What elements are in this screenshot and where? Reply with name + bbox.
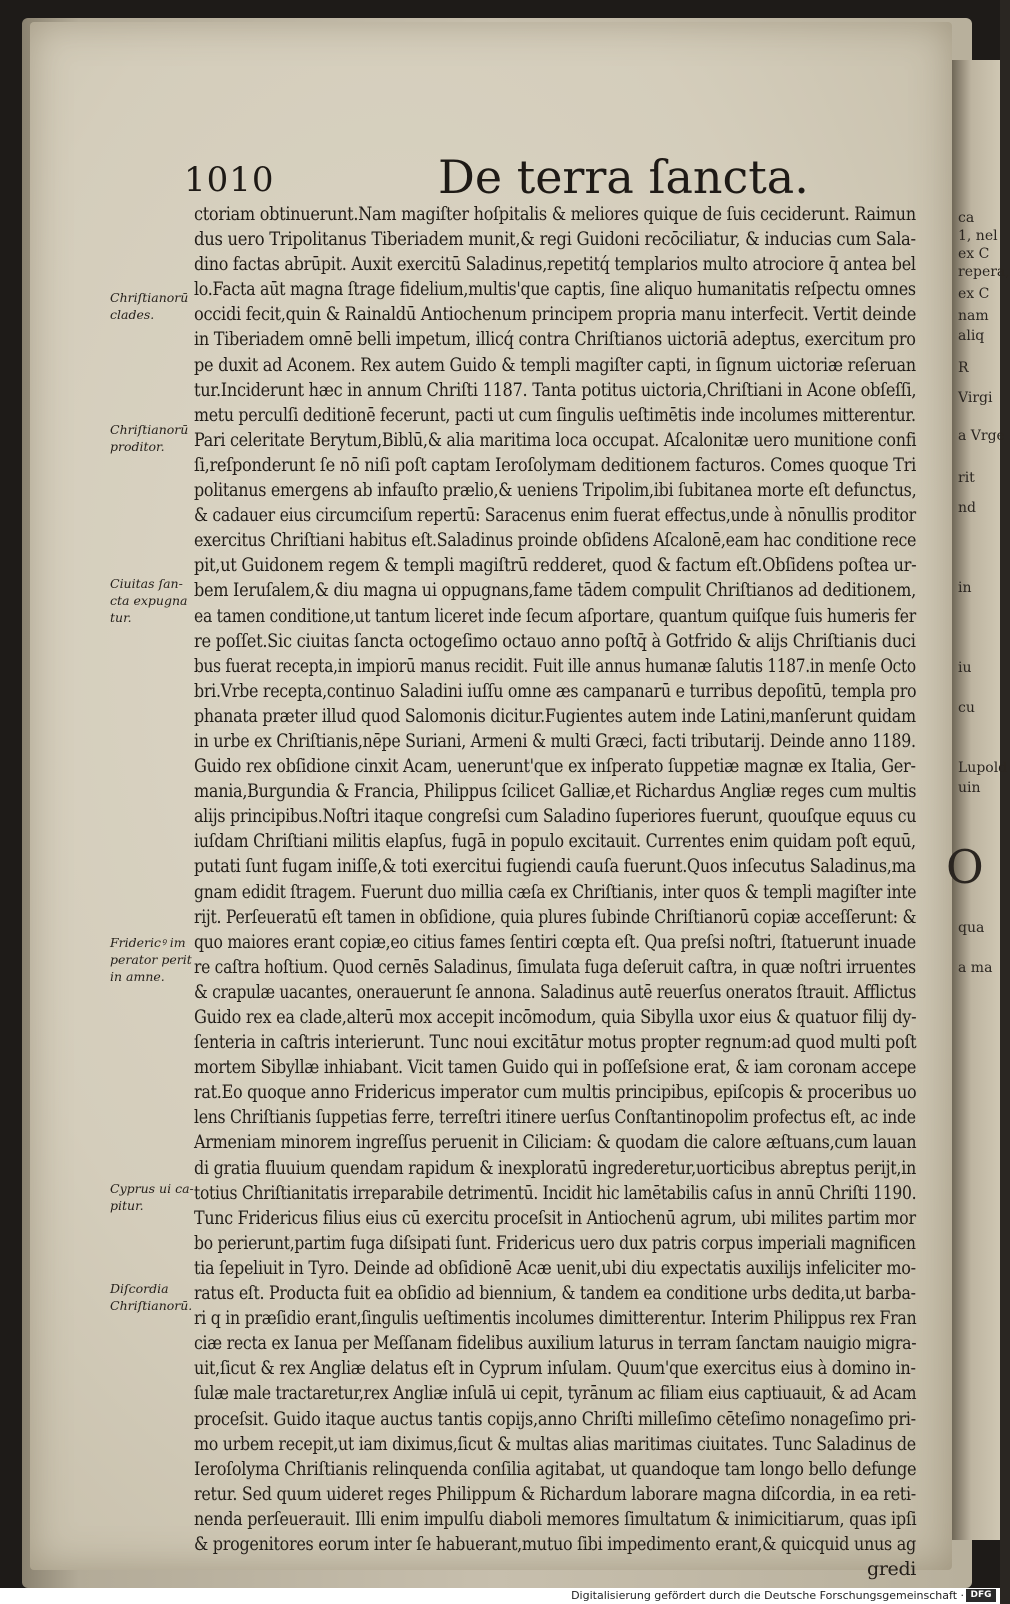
adjacent-page-fragment: a ma bbox=[958, 960, 993, 976]
text-line: lo.Facta aūt magna ſtrage fidelium,multis'que captis, ſine aliquo humanitatis reſpectu omnes bbox=[194, 278, 916, 301]
text-line: re caſtra hoſtium. Quod cernēs Saladinus, ſimulata fuga deſeruit caſtra, in quæ noſtri irruentes bbox=[194, 955, 916, 978]
text-line: uit,ſicut & rex Angliæ delatus eſt in Cyprum inſulam. Quum'que exercitus eius à domino in- bbox=[194, 1357, 916, 1380]
text-line: ſi,reſponderunt ſe nō niſi poſt captam Ieroſolymam deditionem facturos. Comes quoque Tri bbox=[194, 453, 917, 476]
text-line: iuſdam Chriſtiani militis elapſus, fugā in populo excitauit. Currentes enim quidam poſt equū, bbox=[194, 830, 916, 853]
text-line: Armeniam minorem ingreſſus peruenit in Ciliciam: & quodam die calore æſtuans,cum lauan bbox=[194, 1131, 917, 1154]
text-line: rijt. Perſeueratū eſt tamen in obſidione, quia plures ſubinde Chriſtianorū copiæ acceſſerunt: & bbox=[194, 905, 917, 928]
adjacent-page-fragment: R bbox=[958, 360, 969, 376]
dfg-logo: DFG bbox=[966, 1589, 996, 1602]
adjacent-page-fragment: uin bbox=[958, 780, 981, 796]
page-number: 1010 bbox=[184, 160, 275, 200]
adjacent-page-fragment: aliq bbox=[958, 328, 985, 344]
text-line: occidi fecit,quin & Rainaldū Antiochenum principem propria manu interfecit. Vertit deinde bbox=[194, 303, 917, 326]
text-line: alijs principibus.Noſtri itaque congreſsi cum Saladino ſuperiores fuerunt, quouſque equus cu bbox=[194, 805, 917, 828]
text-line: pit,ut Guidonem regem & templi magiſtrū redderet, quod & factum eſt.Obſidens poſtea ur- bbox=[194, 554, 917, 577]
text-line: ri q in præſidio erant,ſingulis ueſtimentis incolumes dimitterentur. Interim Philippus rex Fran bbox=[194, 1307, 917, 1330]
text-line: Pari celeritate Berytum,Biblū,& alia maritima loca occupat. Aſcalonitæ uero munitione confi bbox=[194, 428, 917, 451]
marginal-note: Cyprus ui ca- pitur. bbox=[110, 1181, 194, 1213]
adjacent-page-fragment: cu bbox=[958, 700, 975, 716]
text-line: in Tiberiadem omnē belli impetum, illicq́ contra Chriſtianos uictoriā adeptus, exercitum pro bbox=[194, 328, 916, 351]
marginal-note: Chriſtianorū proditor. bbox=[110, 422, 189, 454]
digitization-footer bbox=[0, 1588, 1000, 1604]
text-line: gredi bbox=[867, 1558, 916, 1581]
text-line: ratus eſt. Producta fuit ea obſidio ad biennium, & tandem ea conditione urbs dedita,ut barba- bbox=[194, 1282, 916, 1305]
adjacent-page-fragment: repera, bbox=[958, 264, 1010, 280]
text-line: re poſſet.Sic ciuitas ſancta octogeſimo octauo anno poſtq̄ à Gotfrido & alijs Chriſtianis duci bbox=[194, 629, 916, 652]
text-line: Tunc Fridericus filius eius cū exercitu proceſsit in Antiochenū agrum, ubi milites partim mor bbox=[194, 1206, 916, 1229]
text-line: rat.Eo quoque anno Fridericus imperator cum multis principibus, epiſcopis & proceribus uo bbox=[194, 1081, 917, 1104]
text-line: pe duxit ad Aconem. Rex autem Guido & templi magiſter capti, in ſignum uictoriæ reſeruan bbox=[194, 353, 916, 376]
adjacent-page-fragment: iu bbox=[958, 660, 972, 676]
text-line: bem Ieruſalem,& diu magna ui oppugnans,fame tādem compulit Chriſtianos ad deditionem, bbox=[194, 579, 916, 602]
text-line: di gratia fluuium quendam rapidum & inexploratū ingrederetur,uorticibus abreptus perijt,in bbox=[194, 1156, 917, 1179]
text-line: ſenteria in caſtris interierunt. Tunc noui excitātur motus propter regnum:ad quod multi poſt bbox=[194, 1031, 917, 1054]
text-line: tur.Inciderunt hæc in annum Chriſti 1187. Tanta potitus uictoria,Chriſtiani in Acone obſeſſi, bbox=[194, 378, 917, 401]
adjacent-page-fragment: ca bbox=[958, 210, 975, 226]
adjacent-page-fragment: in bbox=[958, 580, 972, 596]
text-line: putati ſunt fugam iniſſe,& toti exercitui fugiendi cauſa fuerunt.Quos inſecutus Saladinus,ma bbox=[194, 855, 916, 878]
text-line: Ieroſolyma Chriſtianis relinquenda conſilia agitabat, ut quandoque tam longo bello defunge bbox=[194, 1457, 917, 1480]
adjacent-page-fragment: rit bbox=[958, 470, 975, 486]
text-line: ea tamen conditione,ut tantum liceret inde ſecum aſportare, quantum quiſque ſuis humeris fer bbox=[194, 604, 916, 627]
text-line: politanus emergens ab infauſto prælio,& ueniens Tripolim,ibi ſubitanea morte eſt defunctus, bbox=[194, 479, 917, 502]
footer-credit: Digitalisierung gefördert durch die Deutsche Forschungsgemeinschaft · bbox=[571, 1589, 964, 1602]
marginal-note: Ciuitas ſan-cta expugna tur. bbox=[110, 576, 188, 625]
text-line: & crapulæ uacantes, onerauerunt ſe annona. Saladinus autē reuerſus oneratos ſtrauit. Afflictus bbox=[194, 980, 917, 1003]
text-line: dino factas abrūpit. Auxit exercitū Saladinus,repetitq́ templarios multo atrociore q̄ antea bel bbox=[194, 253, 916, 276]
text-line: proceſsit. Guido itaque auctus tantis copijs,anno Chriſti milleſimo cēteſimo nonageſimo pri- bbox=[194, 1407, 916, 1430]
marginal-note: Fridericꝰ im perator perit in amne. bbox=[110, 935, 192, 984]
text-line: bus fuerat recepta,in impiorū manus recidit. Fuit ille annus humanæ ſalutis 1187.in menſe Octo bbox=[194, 654, 916, 677]
text-line: metu perculſi deditionē fecerunt, pacti ut cum ſingulis ueſtimētis inde incolumes mitterentur. bbox=[194, 403, 916, 426]
adjacent-page-fragment: nd bbox=[958, 500, 976, 516]
text-line: ciæ recta ex Ianua per Meſſanam fidelibus auxilium laturus in terram ſanctam nauigio migra- bbox=[194, 1332, 917, 1355]
text-line: exercitus Chriſtiani habitus eſt.Saladinus proinde obſidens Aſcalonē,eam hac conditione rece bbox=[194, 529, 917, 552]
text-line: bo perierunt,partim fuga diſsipati ſunt. Fridericus uero dux patris corpus imperiali magnificen bbox=[194, 1231, 916, 1254]
adjacent-page-fragment: Lupold bbox=[958, 760, 1008, 776]
text-line: dus uero Tripolitanus Tiberiadem munit,& regi Guidoni recōciliatur, & inducias cum Sala- bbox=[194, 228, 916, 251]
text-line: mortem Sibyllæ inhiabant. Vicit tamen Guido qui in poſſeſsione erat, & iam coronam accepe bbox=[194, 1056, 917, 1079]
text-line: gnam edidit ſtragem. Fuerunt duo millia cæſa ex Chriſtianis, inter quos & templi magiſter inte bbox=[194, 880, 917, 903]
text-line: Guido rex obſidione cinxit Acam, uenerunt'que ex inſperato ſuppetiæ magnæ ex Italia, Ger- bbox=[194, 755, 916, 778]
text-line: & cadauer eius circumciſum repertū: Saracenus enim fuerat effectus,unde à nōnullis proditor bbox=[194, 504, 916, 527]
marginal-note: Diſcordia Chriſtianorū. bbox=[110, 1281, 193, 1313]
text-line: phanata præter illud quod Salomonis dicitur.Fugientes autem inde Latini,manſerunt quidam bbox=[194, 704, 916, 727]
adjacent-page-fragment: qua bbox=[958, 920, 985, 936]
text-line: retur. Sed quum uideret reges Philippum & Richardum laborare magna diſcordia, in ea reti- bbox=[194, 1482, 916, 1505]
text-line: in urbe ex Chriſtianis,nēpe Suriani, Armeni & multi Græci, facti tributarij. Deinde anno 1189. bbox=[194, 729, 916, 752]
adjacent-page-edge bbox=[946, 60, 1010, 1540]
running-title: De terra ſancta. bbox=[438, 150, 809, 204]
adjacent-page-fragment: 1, nel bbox=[958, 228, 998, 244]
text-line: ctoriam obtinuerunt.Nam magiſter hoſpitalis & meliores quique de ſuis ceciderunt. Raimun bbox=[194, 203, 916, 225]
text-line: ſulæ male tractaretur,rex Angliæ inſulā ui cepit, tyrānum ac filiam eius captiuauit, & ad Acam bbox=[194, 1382, 917, 1405]
body-text-block bbox=[194, 202, 916, 1582]
text-line: Guido rex ea clade,alterū mox accepit incōmodum, quia Sibylla uxor eius & quatuor filij dy- bbox=[194, 1006, 917, 1028]
text-line: quo maiores erant copiæ,eo citius fames ſentiri cœpta eſt. Qua preſsi noſtri, ſtatuerunt inuade bbox=[194, 930, 916, 953]
adjacent-page-fragment: nam bbox=[958, 308, 989, 324]
adjacent-page-fragment: ex C bbox=[958, 246, 990, 262]
adjacent-page-fragment: a Vrge bbox=[958, 428, 1005, 444]
text-line: tia ſepeliuit in Tyro. Deinde ad obſidionē Acæ uenit,ubi diu expectatis auxilijs infeliciter mo- bbox=[194, 1256, 916, 1279]
text-line: mo urbem recepit,ut iam diximus,ſicut & multas alias maritimas ciuitates. Tunc Saladinus de bbox=[194, 1432, 916, 1455]
text-line: nenda perſeuerauit. Illi enim impulſu diaboli memores ſimultatum & inimicitiarum, quas ipſi bbox=[194, 1507, 917, 1530]
text-line: totius Chriſtianitatis irreparabile detrimentū. Incidit hic lamētabilis caſus in annū Chriſti 1190. bbox=[194, 1181, 917, 1204]
text-line: bri.Vrbe recepta,continuo Saladini iuſſu omne æs campanarū e turribus depoſitū, templa pro bbox=[194, 679, 917, 702]
text-line: mania,Burgundia & Francia, Philippus ſcilicet Galliæ,et Richardus Angliæ reges cum multis bbox=[194, 780, 917, 803]
book-page bbox=[30, 22, 952, 1581]
text-line: lens Chriſtianis ſuppetias ferre, terreſtri itinere uerſus Conſtantinopolim profectus eſt, ac inde bbox=[194, 1106, 916, 1129]
adjacent-page-fragment: Virgi bbox=[958, 390, 993, 406]
adjacent-page-initial: O bbox=[946, 840, 984, 894]
text-line: & progenitores eorum inter ſe habuerant,mutuo ſibi impedimento erant,& quicquid unus ag bbox=[194, 1532, 916, 1555]
adjacent-page-fragment: ex C bbox=[958, 286, 990, 302]
marginal-note: Chriſtianorū clades. bbox=[110, 290, 189, 322]
